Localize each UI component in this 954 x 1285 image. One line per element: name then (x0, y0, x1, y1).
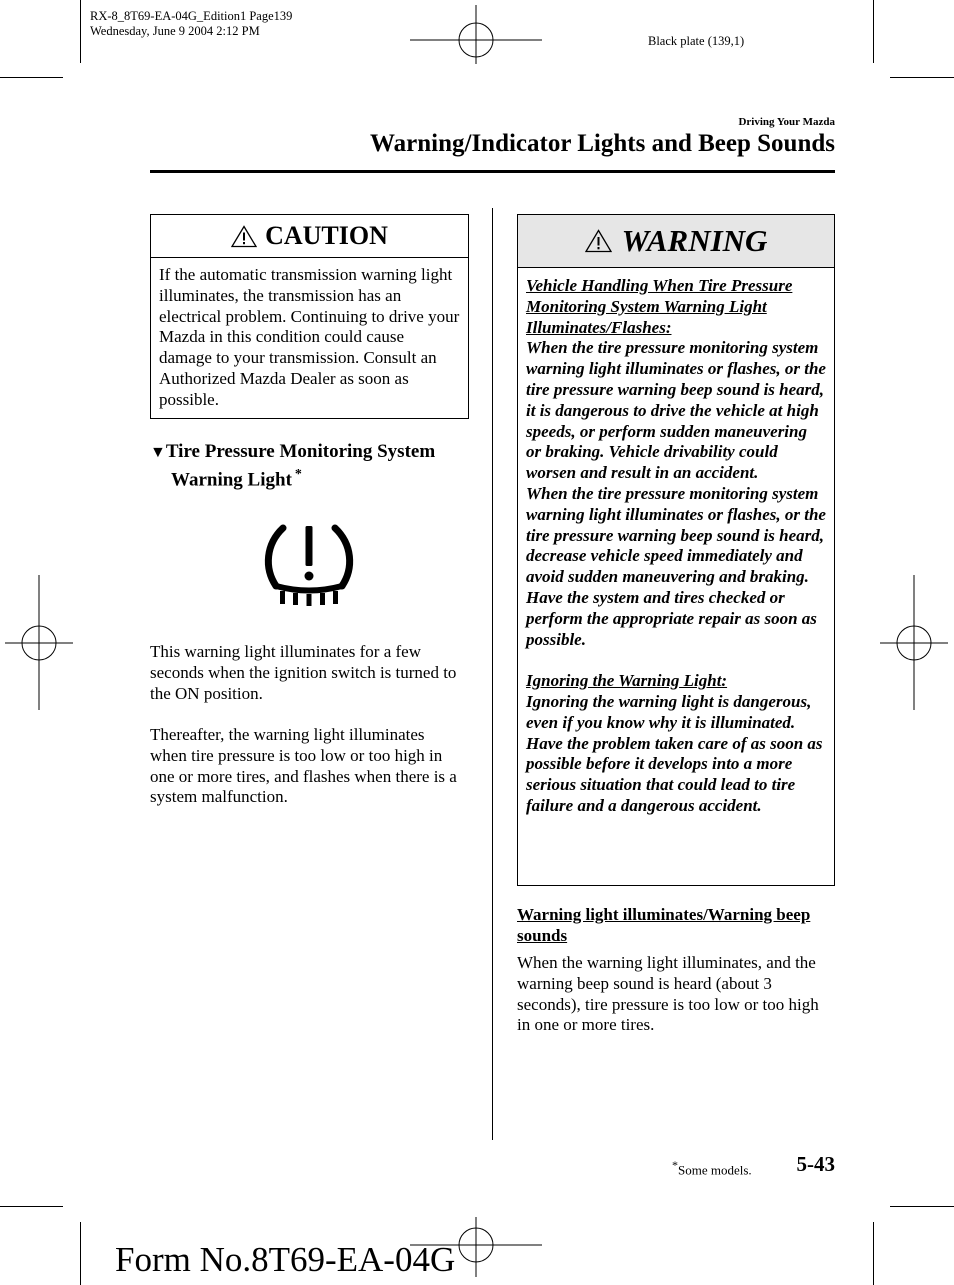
crop-mark (890, 77, 954, 78)
crop-mark (873, 1222, 874, 1285)
triangle-marker-icon: ▼ (150, 444, 166, 461)
tpms-paragraph-1: This warning light illuminates for a few seconds when the ignition switch is turned to the ON position. (150, 642, 457, 703)
beep-text: When the warning light illuminates, and the warning beep sound is heard (about 3 seconds), tire pressure is too low or too high in one or more tires. (517, 953, 819, 1035)
warning-text-2: When the tire pressure monitoring system warning light illuminates or flashes, or the tire pressure warning beep sound is heard, decrease vehicle speed immediately and avoid sudden maneuvering and braking. Have the system and tires checked or perform the appropriate repair as soon as possible. (526, 483, 826, 649)
date-line: Wednesday, June 9 2004 2:12 PM (90, 24, 260, 38)
crop-mark (890, 1206, 954, 1207)
caution-box (150, 214, 469, 419)
column-divider (492, 208, 493, 1140)
title-rule (150, 170, 835, 173)
tire-pressure-warning-icon (262, 522, 356, 606)
tpms-heading-line1: Tire Pressure Monitoring System (165, 441, 436, 462)
tpms-paragraph-2: Thereafter, the warning light illuminates when tire pressure is too low or too high in one or more tires, and flashes when there is a system malfunction. (150, 725, 457, 807)
warning-heading: WARNING (621, 223, 768, 258)
form-number: Form No.8T69-EA-04G (115, 1240, 456, 1279)
crop-mark (0, 77, 63, 78)
registration-mark-top (410, 0, 542, 82)
caution-text: If the automatic transmission warning light illuminates, the transmission has an electrical problem. Continuing to drive your Mazda in this condition could cause damage to your transmission. Consult an Authorized Mazda Dealer as soon as possible. (159, 265, 460, 409)
asterisk-mark: * (294, 467, 302, 482)
page-title: Warning/Indicator Lights and Beep Sounds (370, 130, 835, 157)
section-label: Driving Your Mazda (738, 116, 835, 128)
warning-triangle-icon (585, 229, 612, 253)
warning-subheading-2: Ignoring the Warning Light: (526, 671, 728, 691)
caution-heading: CAUTION (265, 221, 388, 250)
warning-triangle-icon (231, 225, 257, 248)
registration-mark-right (880, 575, 948, 710)
warning-subheading-1: Vehicle Handling When Tire Pressure Monitoring System Warning Light Illuminates/Flashes: (526, 276, 793, 337)
file-line: RX-8_8T69-EA-04G_Edition1 Page139 (90, 9, 293, 23)
footer-note (672, 1158, 752, 1178)
tpms-heading (150, 441, 480, 491)
tpms-heading-line2: Warning Light (171, 469, 292, 491)
caution-header (151, 215, 468, 258)
warning-box (517, 214, 835, 886)
footer-note-text: Some models. (678, 1162, 752, 1178)
page-number: 5-43 (796, 1152, 835, 1176)
crop-mark (0, 1206, 63, 1207)
warning-header (518, 215, 834, 268)
beep-heading: Warning light illuminates/Warning beep sounds (517, 905, 811, 945)
file-info (90, 9, 292, 39)
crop-mark (873, 0, 874, 63)
crop-mark (80, 0, 81, 63)
warning-body (518, 268, 834, 823)
registration-mark-left (5, 575, 73, 710)
plate-label: Black plate (139,1) (648, 34, 745, 48)
crop-mark (80, 1222, 81, 1285)
footer-asterisk: * (672, 1158, 678, 1172)
warning-text-1: When the tire pressure monitoring system warning light illuminates or flashes, or the tire pressure warning beep sound is heard, it is dangerous to drive the vehicle at high speeds, or perform sudden maneuvering or braking. Vehicle drivability could worsen and result in an accident. (526, 338, 826, 483)
warning-text-3: Ignoring the warning light is dangerous, even if you know why it is illuminated. Have the problem taken care of as soon as possible before it develops into a more serious situation that could lead to tire failure and a dangerous accident. (526, 691, 823, 815)
